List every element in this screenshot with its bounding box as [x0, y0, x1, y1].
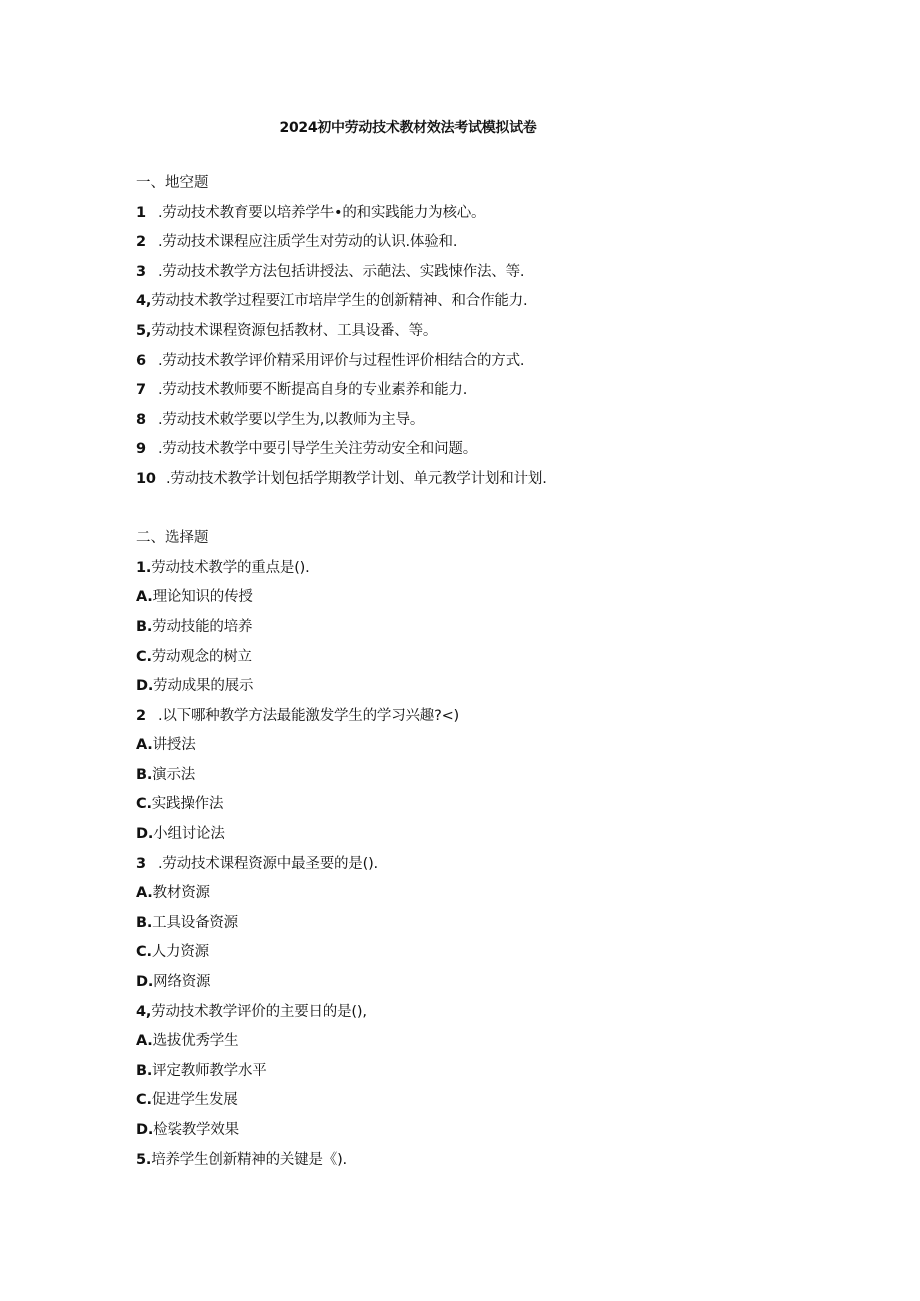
section-heading-multiple-choice: 二、选择题 [136, 530, 209, 547]
fill-blank-question [136, 317, 836, 347]
item-text: .劳动技术教育要以培养学牛•的和实践能力为核心。 [158, 204, 486, 221]
item-number: 6 [136, 352, 146, 369]
choice-question [136, 998, 836, 1028]
item-number: D. [136, 678, 154, 695]
answer-option [136, 672, 836, 702]
item-text: .劳动技术教师要不断提高自身的专业素养和能力. [158, 382, 468, 399]
item-number: A. [136, 737, 153, 754]
item-number: D. [136, 974, 154, 991]
item-number: 2 [136, 234, 146, 251]
item-number: D. [136, 1122, 154, 1138]
item-text: 演示法 [152, 766, 196, 783]
item-number: B. [136, 766, 153, 783]
answer-option [136, 1086, 836, 1116]
answer-option [136, 613, 836, 643]
item-text: 工具设备资源 [152, 914, 238, 931]
answer-option [136, 1057, 836, 1087]
item-number: 5, [136, 322, 152, 339]
choice-question [136, 702, 836, 732]
item-number: B. [136, 1062, 153, 1079]
item-text: 理论知识的传授 [152, 589, 253, 606]
item-number: C. [136, 944, 152, 961]
item-number: 1 [136, 204, 146, 221]
item-text: 培养学生创新精神的关键是《). [151, 1151, 347, 1168]
item-number: 4, [136, 293, 152, 310]
answer-option [136, 761, 836, 791]
item-text: .劳动技术教学中要引导学生关注劳动安全和问题。 [158, 441, 478, 458]
answer-option [136, 583, 836, 613]
section-spacer [136, 495, 836, 525]
item-text: .劳动技术课程资源中最圣要的是(). [158, 855, 378, 872]
item-text: .劳动技术敕学要以学生为,以教师为主导。 [158, 411, 425, 428]
item-text: 劳动观念的树立 [151, 648, 252, 665]
answer-option [136, 909, 836, 939]
item-number: B. [136, 618, 153, 635]
choice-question [136, 1146, 836, 1176]
item-number: 9 [136, 441, 146, 458]
item-text: .劳动技术课程应注质学生对劳动的认识.体验和. [158, 234, 458, 251]
item-text: .以下哪种教学方法最能激发学生的学习兴趣?<) [158, 707, 460, 724]
fill-blank-question [136, 435, 836, 465]
item-text: 讲授法 [152, 737, 196, 754]
item-number: A. [136, 1033, 153, 1050]
item-text: .劳动技术教学方法包括讲授法、示葩法、实践悚作法、等. [158, 263, 525, 280]
fill-blank-question [136, 287, 836, 317]
multiple-choice-list [136, 554, 836, 1175]
item-text: .劳动技术教学评价精采用评价与过程性评价相结合的方式. [158, 352, 525, 369]
item-text: .劳动技术教学计划包括学期教学计划、单元教学计划和计划. [166, 470, 547, 487]
fill-blank-question [136, 258, 836, 288]
answer-option [136, 968, 836, 998]
item-text: 促进学生发展 [151, 1092, 238, 1109]
item-text: 实践操作法 [151, 796, 224, 813]
fill-blank-question [136, 228, 836, 258]
item-text: 劳动成果的展示 [153, 678, 254, 695]
item-number: D. [136, 826, 154, 843]
item-text: 劳动技术教学过程要江市培岸学生的创新精神、和合作能力. [151, 293, 528, 310]
choice-question [136, 850, 836, 880]
item-text: 劳动技术教学的重点是(). [151, 559, 310, 576]
item-text: 人力资源 [151, 944, 209, 961]
item-number: A. [136, 589, 153, 606]
item-text: 劳动技术课程资源包括教材、工具设番、等。 [151, 322, 438, 339]
document-title: 2024初中劳动技术教材效法考试模拟试卷 [279, 120, 537, 136]
answer-option [136, 790, 836, 820]
item-text: 劳动技术教学评价的主要日的是(), [151, 1003, 367, 1020]
item-number: C. [136, 648, 152, 665]
answer-option [136, 1027, 836, 1057]
item-number: 3 [136, 263, 146, 280]
answer-option [136, 879, 836, 909]
fill-blank-question [136, 347, 836, 377]
answer-option [136, 643, 836, 673]
item-number: B. [136, 914, 153, 931]
item-number: C. [136, 796, 152, 813]
item-text: 检裟教学效果 [153, 1122, 239, 1138]
document-body [136, 169, 836, 1175]
item-number: 4, [136, 1003, 152, 1020]
item-number: C. [136, 1092, 152, 1109]
fill-blank-question [136, 465, 836, 495]
item-text: 评定教师教学水平 [152, 1062, 267, 1079]
item-number: 10 [136, 470, 156, 487]
item-text: 教材资源 [152, 885, 210, 902]
item-text: 选拔优秀学生 [152, 1033, 239, 1050]
fill-blank-question [136, 376, 836, 406]
item-number: 5. [136, 1151, 152, 1168]
answer-option [136, 1116, 836, 1146]
answer-option [136, 820, 836, 850]
fill-blank-list [136, 199, 836, 495]
item-number: 3 [136, 855, 146, 872]
answer-option [136, 938, 836, 968]
item-text: 网络资源 [153, 974, 211, 991]
item-number: 1. [136, 559, 152, 576]
choice-question [136, 554, 836, 584]
section-heading-fill-blank: 一、地空题 [136, 175, 209, 191]
item-text: 小组讨论法 [153, 826, 225, 843]
item-number: A. [136, 885, 153, 902]
fill-blank-question [136, 199, 836, 229]
fill-blank-question [136, 406, 836, 436]
item-number: 2 [136, 707, 146, 724]
item-text: 劳动技能的培养 [152, 618, 253, 635]
item-number: 8 [136, 411, 146, 428]
answer-option [136, 731, 836, 761]
item-number: 7 [136, 382, 146, 399]
